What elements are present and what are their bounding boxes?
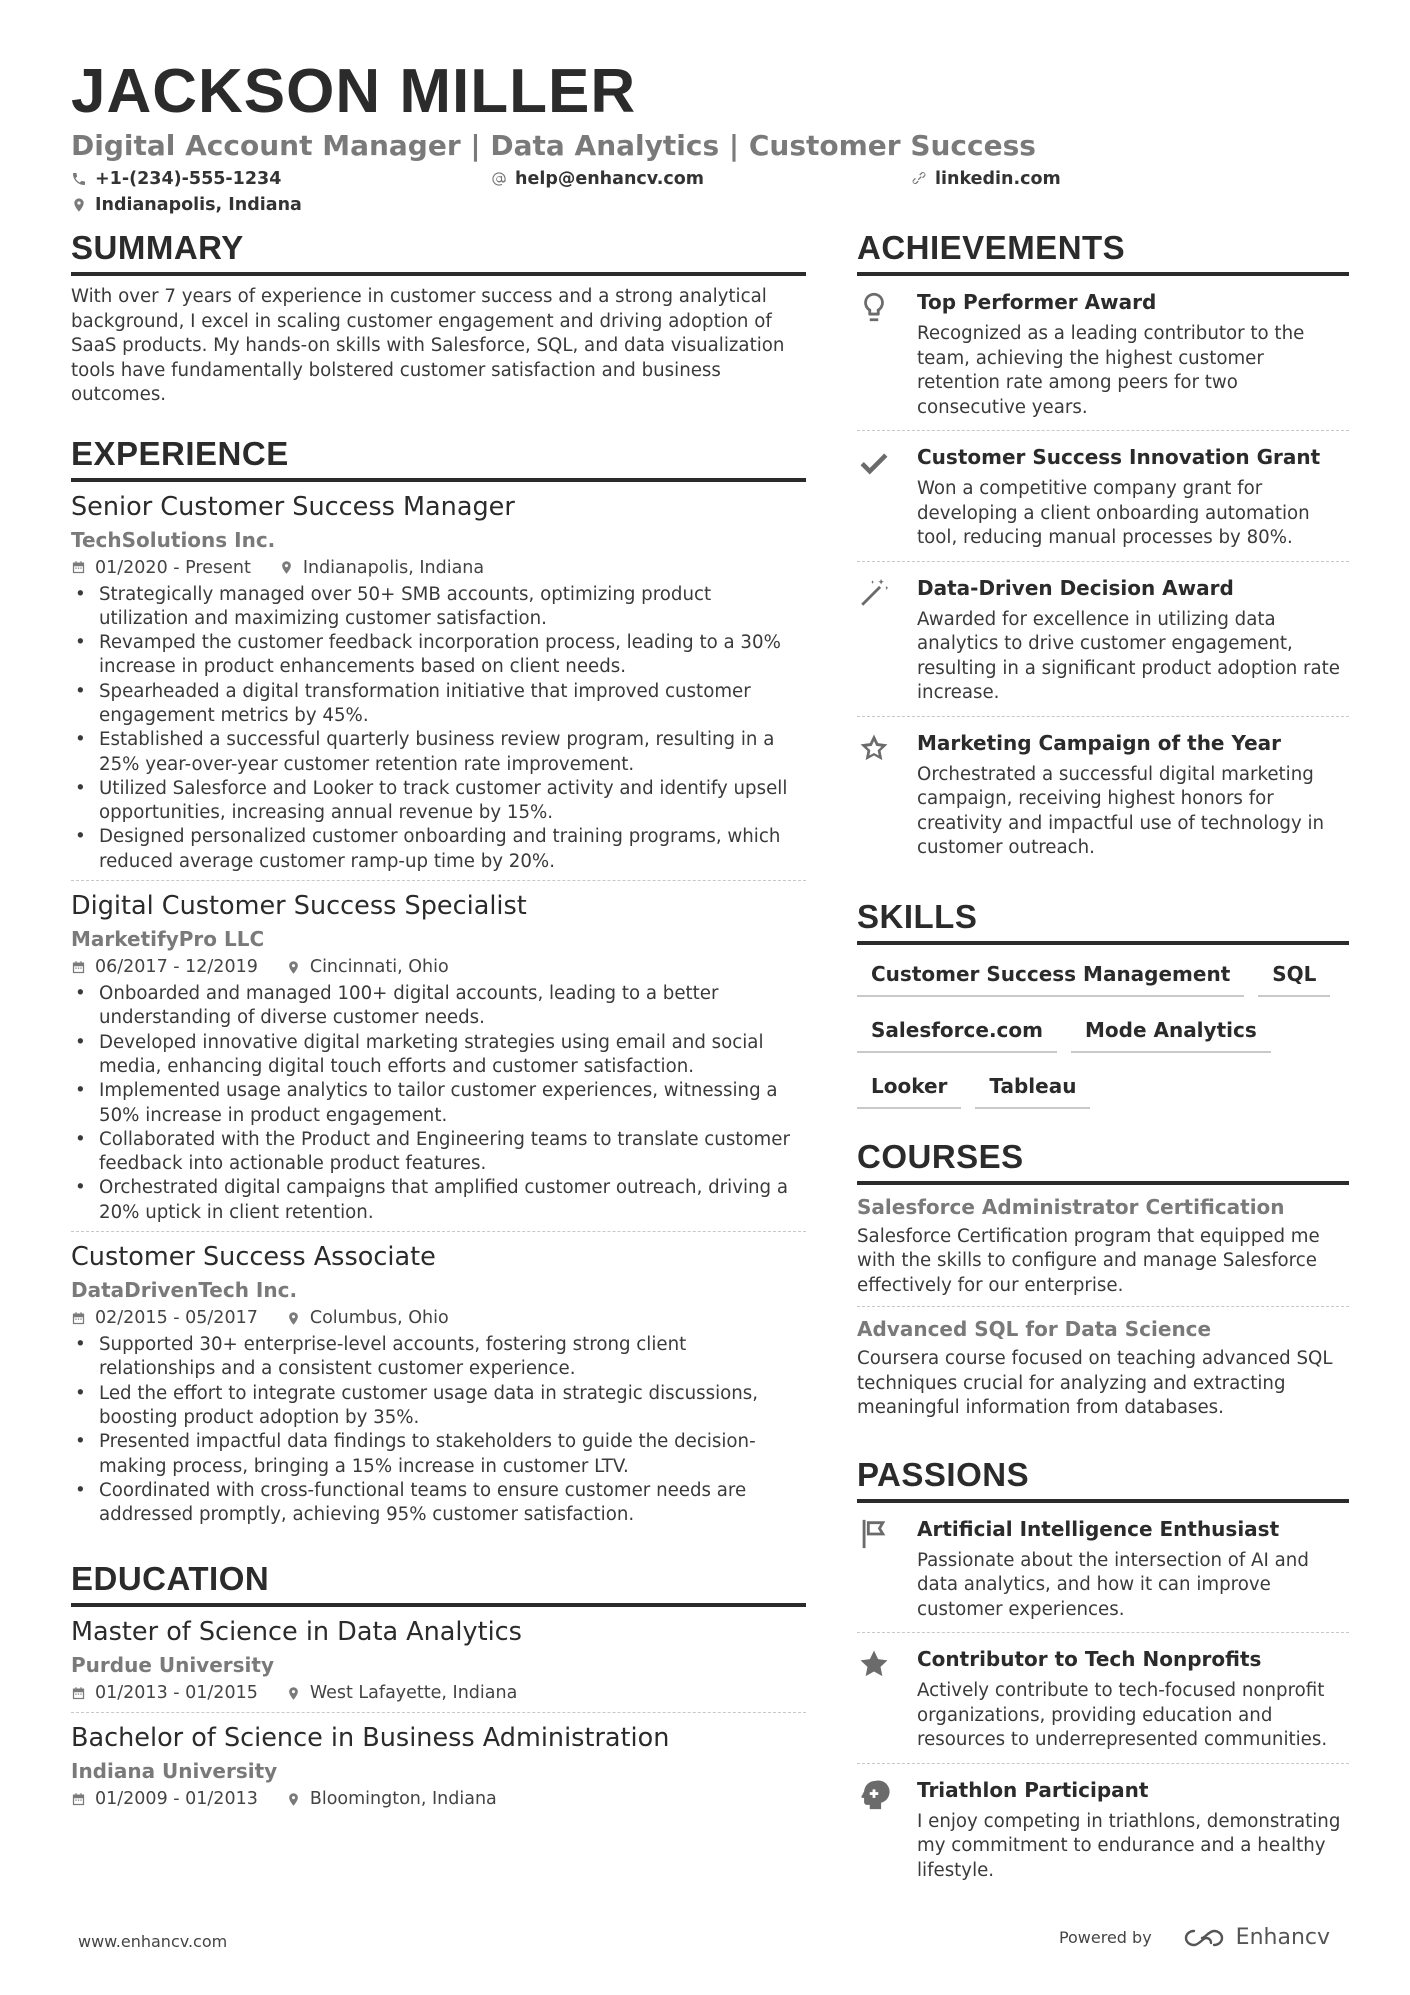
bullet-item: • Supported 30+ enterprise-level accounts, fostering strong client relationships and a consistent customer experience. [71, 1333, 806, 1382]
resume-header [71, 58, 1351, 218]
school-name: Indiana University [71, 1759, 278, 1784]
star-icon [857, 1647, 891, 1681]
degree-title: Bachelor of Science in Business Administration [71, 1723, 670, 1754]
course-title: Salesforce Administrator Certification [857, 1194, 1285, 1219]
skill-tag: Customer Success Management [857, 955, 1244, 997]
achievement-desc: Won a competitive company grant for developing a client onboarding automation tool, reducing manual processes by 80%. [917, 478, 1310, 548]
job-location: Columbus, Ohio [309, 1308, 449, 1329]
course-desc: Coursera course focused on teaching advanced SQL techniques crucial for analyzing and extracting meaningful information from databases. [857, 1348, 1333, 1418]
email-contact[interactable] [491, 166, 911, 192]
candidate-name: JACKSON MILLER [71, 57, 637, 126]
degree-title: Master of Science in Data Analytics [71, 1617, 522, 1648]
head-brain-icon [857, 1778, 891, 1812]
bullet-item: • Spearheaded a digital transformation initiative that improved customer engagement metrics by 45%. [71, 680, 806, 729]
bullet-item: • Led the effort to integrate customer usage data in strategic discussions, boosting product adoption by 35%. [71, 1382, 806, 1431]
passions-section [857, 1455, 1349, 1894]
bullet-item: • Designed personalized customer onboarding and training programs, which reduced average customer ramp-up time by 20%. [71, 825, 806, 874]
experience-section [71, 434, 806, 1534]
courses-title: COURSES [857, 1137, 1349, 1185]
experience-title: EXPERIENCE [71, 434, 806, 482]
passions-title: PASSIONS [857, 1455, 1349, 1503]
summary-text: With over 7 years of experience in customer success and a strong analytical background, I excel in scaling customer engagement and driving adoption of SaaS products. My hands-on skills with Salesforce, SQL, and data visualization tools have fundamentally bolstered customer satisfaction and business outcomes. [71, 286, 785, 405]
achievement-desc: Recognized as a leading contributor to the team, achieving the highest customer retention rate among peers for two consecutive years. [917, 323, 1305, 418]
location-text: Indianapolis, Indiana [95, 195, 302, 215]
summary-section [71, 228, 806, 408]
phone-number: +1-(234)-555-1234 [95, 169, 282, 189]
course-item [857, 1185, 1349, 1308]
right-column [857, 228, 1349, 1919]
brand-name: Enhancv [1235, 1925, 1330, 1950]
skills-title: SKILLS [857, 897, 1349, 945]
contact-info [71, 166, 1351, 218]
location-pin-icon [286, 960, 301, 975]
courses-section [857, 1137, 1349, 1429]
passion-desc: Actively contribute to tech-focused nonprofit organizations, providing education and resources to underrepresented communities. [917, 1680, 1328, 1750]
bullet-item: • Collaborated with the Product and Engineering teams to translate customer feedback into actionable product features. [71, 1128, 806, 1177]
calendar-icon [71, 1311, 86, 1326]
achievements-title: ACHIEVEMENTS [857, 228, 1349, 276]
phone-contact [71, 166, 491, 192]
enhancv-logo[interactable] [1180, 1925, 1330, 1950]
achievement-item [857, 276, 1349, 431]
calendar-icon [71, 560, 86, 575]
bullet-item: • Utilized Salesforce and Looker to track customer activity and identify upsell opportunities, increasing annual revenue by 15%. [71, 777, 806, 826]
email-address[interactable]: help@enhancv.com [515, 169, 705, 189]
passion-item [857, 1764, 1349, 1894]
job-dates: 06/2017 - 12/2019 [95, 957, 258, 978]
left-column [71, 228, 806, 1844]
job-company: TechSolutions Inc. [71, 527, 276, 552]
education-meta [71, 1786, 806, 1812]
location-contact [71, 192, 491, 218]
bullet-item: • Onboarded and managed 100+ digital accounts, leading to a better understanding of diverse customer needs. [71, 982, 806, 1031]
achievement-title: Marketing Campaign of the Year [917, 730, 1282, 755]
powered-by-text: Powered by [1058, 1928, 1152, 1947]
course-item [857, 1307, 1349, 1429]
job-list [71, 482, 806, 1534]
skill-tag: Salesforce.com [857, 1011, 1057, 1053]
education-location: Bloomington, Indiana [309, 1789, 497, 1810]
headline: Digital Account Manager | Data Analytics | Customer Success [71, 129, 1036, 162]
skill-tag: SQL [1258, 955, 1330, 997]
education-meta [71, 1680, 806, 1706]
location-pin-icon [286, 1792, 301, 1807]
job-dates: 02/2015 - 05/2017 [95, 1308, 258, 1329]
job-meta [71, 555, 806, 581]
education-entry [71, 1607, 806, 1713]
footer-branding [1059, 1925, 1330, 1950]
job-meta [71, 1305, 806, 1331]
skill-tag: Mode Analytics [1071, 1011, 1271, 1053]
education-dates: 01/2009 - 01/2013 [95, 1789, 258, 1810]
job-bullets [71, 1333, 806, 1527]
job-entry [71, 881, 806, 1232]
job-bullets [71, 583, 806, 875]
summary-title: SUMMARY [71, 228, 806, 276]
bullet-item: • Revamped the customer feedback incorporation process, leading to a 30% increase in product enhancements based on client needs. [71, 631, 806, 680]
location-pin-icon [279, 560, 294, 575]
course-desc: Salesforce Certification program that equipped me with the skills to configure and manage Salesforce effectively for our enterprise. [857, 1225, 1320, 1296]
phone-icon [71, 171, 87, 187]
bullet-item: • Implemented usage analytics to tailor customer experiences, witnessing a 50% increase in product engagement. [71, 1079, 806, 1128]
achievement-item [857, 717, 1349, 871]
passion-item [857, 1503, 1349, 1634]
location-pin-icon [71, 197, 87, 213]
star-outline-icon [857, 731, 891, 765]
skills-list [857, 955, 1349, 1123]
linkedin-link[interactable]: linkedin.com [935, 169, 1061, 189]
education-section [71, 1559, 806, 1818]
footer-website[interactable]: www.enhancv.com [78, 1932, 228, 1951]
calendar-icon [71, 960, 86, 975]
job-company: DataDrivenTech Inc. [71, 1278, 298, 1303]
calendar-icon [71, 1792, 86, 1807]
job-bullets [71, 982, 806, 1225]
bullet-item: • Orchestrated digital campaigns that amplified customer outreach, driving a 20% uptick in client retention. [71, 1176, 806, 1225]
flag-icon [857, 1517, 891, 1551]
job-title: Customer Success Associate [71, 1242, 436, 1273]
link-icon [911, 171, 927, 187]
course-title: Advanced SQL for Data Science [857, 1317, 1212, 1341]
enhancv-logo-icon [1180, 1926, 1228, 1950]
achievement-item [857, 562, 1349, 717]
education-title: EDUCATION [71, 1559, 806, 1607]
job-entry [71, 482, 806, 882]
bullet-item: • Coordinated with cross-functional teams to ensure customer needs are addressed promptly, achieving 95% customer satisfaction. [71, 1479, 806, 1528]
passion-desc: Passionate about the intersection of AI and data analytics, and how it can improve customer experiences. [917, 1549, 1309, 1620]
achievement-desc: Orchestrated a successful digital marketing campaign, receiving highest honors for creativity and impactful use of technology in customer outreach. [917, 763, 1325, 858]
bullet-item: • Established a successful quarterly business review program, resulting in a 25% year-over-year customer retention rate improvement. [71, 728, 806, 777]
passion-desc: I enjoy competing in triathlons, demonstrating my commitment to endurance and a healthy lifestyle. [917, 1810, 1341, 1881]
job-meta [71, 954, 806, 980]
bullet-item: • Developed innovative digital marketing strategies using email and social media, enhancing digital touch efforts and customer satisfaction. [71, 1031, 806, 1080]
job-entry [71, 1232, 806, 1533]
linkedin-contact[interactable] [911, 166, 1331, 192]
calendar-icon [71, 1686, 86, 1701]
passion-title: Contributor to Tech Nonprofits [917, 1647, 1262, 1671]
achievement-item [857, 431, 1349, 562]
achievement-title: Data-Driven Decision Award [917, 575, 1234, 600]
school-name: Purdue University [71, 1653, 274, 1678]
skill-tag: Tableau [975, 1067, 1090, 1109]
achievement-desc: Awarded for excellence in utilizing data analytics to drive customer engagement, resulting in a significant product adoption rate increase. [917, 608, 1341, 703]
job-title: Senior Customer Success Manager [71, 491, 515, 522]
location-pin-icon [286, 1311, 301, 1326]
education-dates: 01/2013 - 01/2015 [95, 1683, 258, 1704]
passion-title: Triathlon Participant [917, 1777, 1149, 1802]
achievements-section [857, 228, 1349, 871]
magic-wand-icon [857, 576, 891, 610]
lightbulb-icon [857, 290, 891, 324]
checkmark-icon [857, 445, 891, 479]
job-location: Indianapolis, Indiana [302, 557, 485, 578]
education-entry [71, 1713, 806, 1818]
at-icon [491, 171, 507, 187]
bullet-item: • Presented impactful data findings to stakeholders to guide the decision-making process, bringing a 15% increase in customer LTV. [71, 1430, 806, 1479]
education-location: West Lafayette, Indiana [309, 1683, 518, 1704]
achievement-title: Top Performer Award [917, 290, 1157, 314]
job-location: Cincinnati, Ohio [309, 957, 449, 978]
passion-title: Artificial Intelligence Enthusiast [917, 1516, 1280, 1541]
job-dates: 01/2020 - Present [95, 557, 251, 578]
location-pin-icon [286, 1686, 301, 1701]
skill-tag: Looker [857, 1067, 961, 1109]
achievement-title: Customer Success Innovation Grant [917, 445, 1321, 469]
job-title: Digital Customer Success Specialist [71, 891, 527, 922]
passion-item [857, 1633, 1349, 1764]
bullet-item: • Strategically managed over 50+ SMB accounts, optimizing product utilization and maximizing customer satisfaction. [71, 583, 806, 632]
skills-section [857, 897, 1349, 1123]
job-company: MarketifyPro LLC [71, 927, 265, 952]
